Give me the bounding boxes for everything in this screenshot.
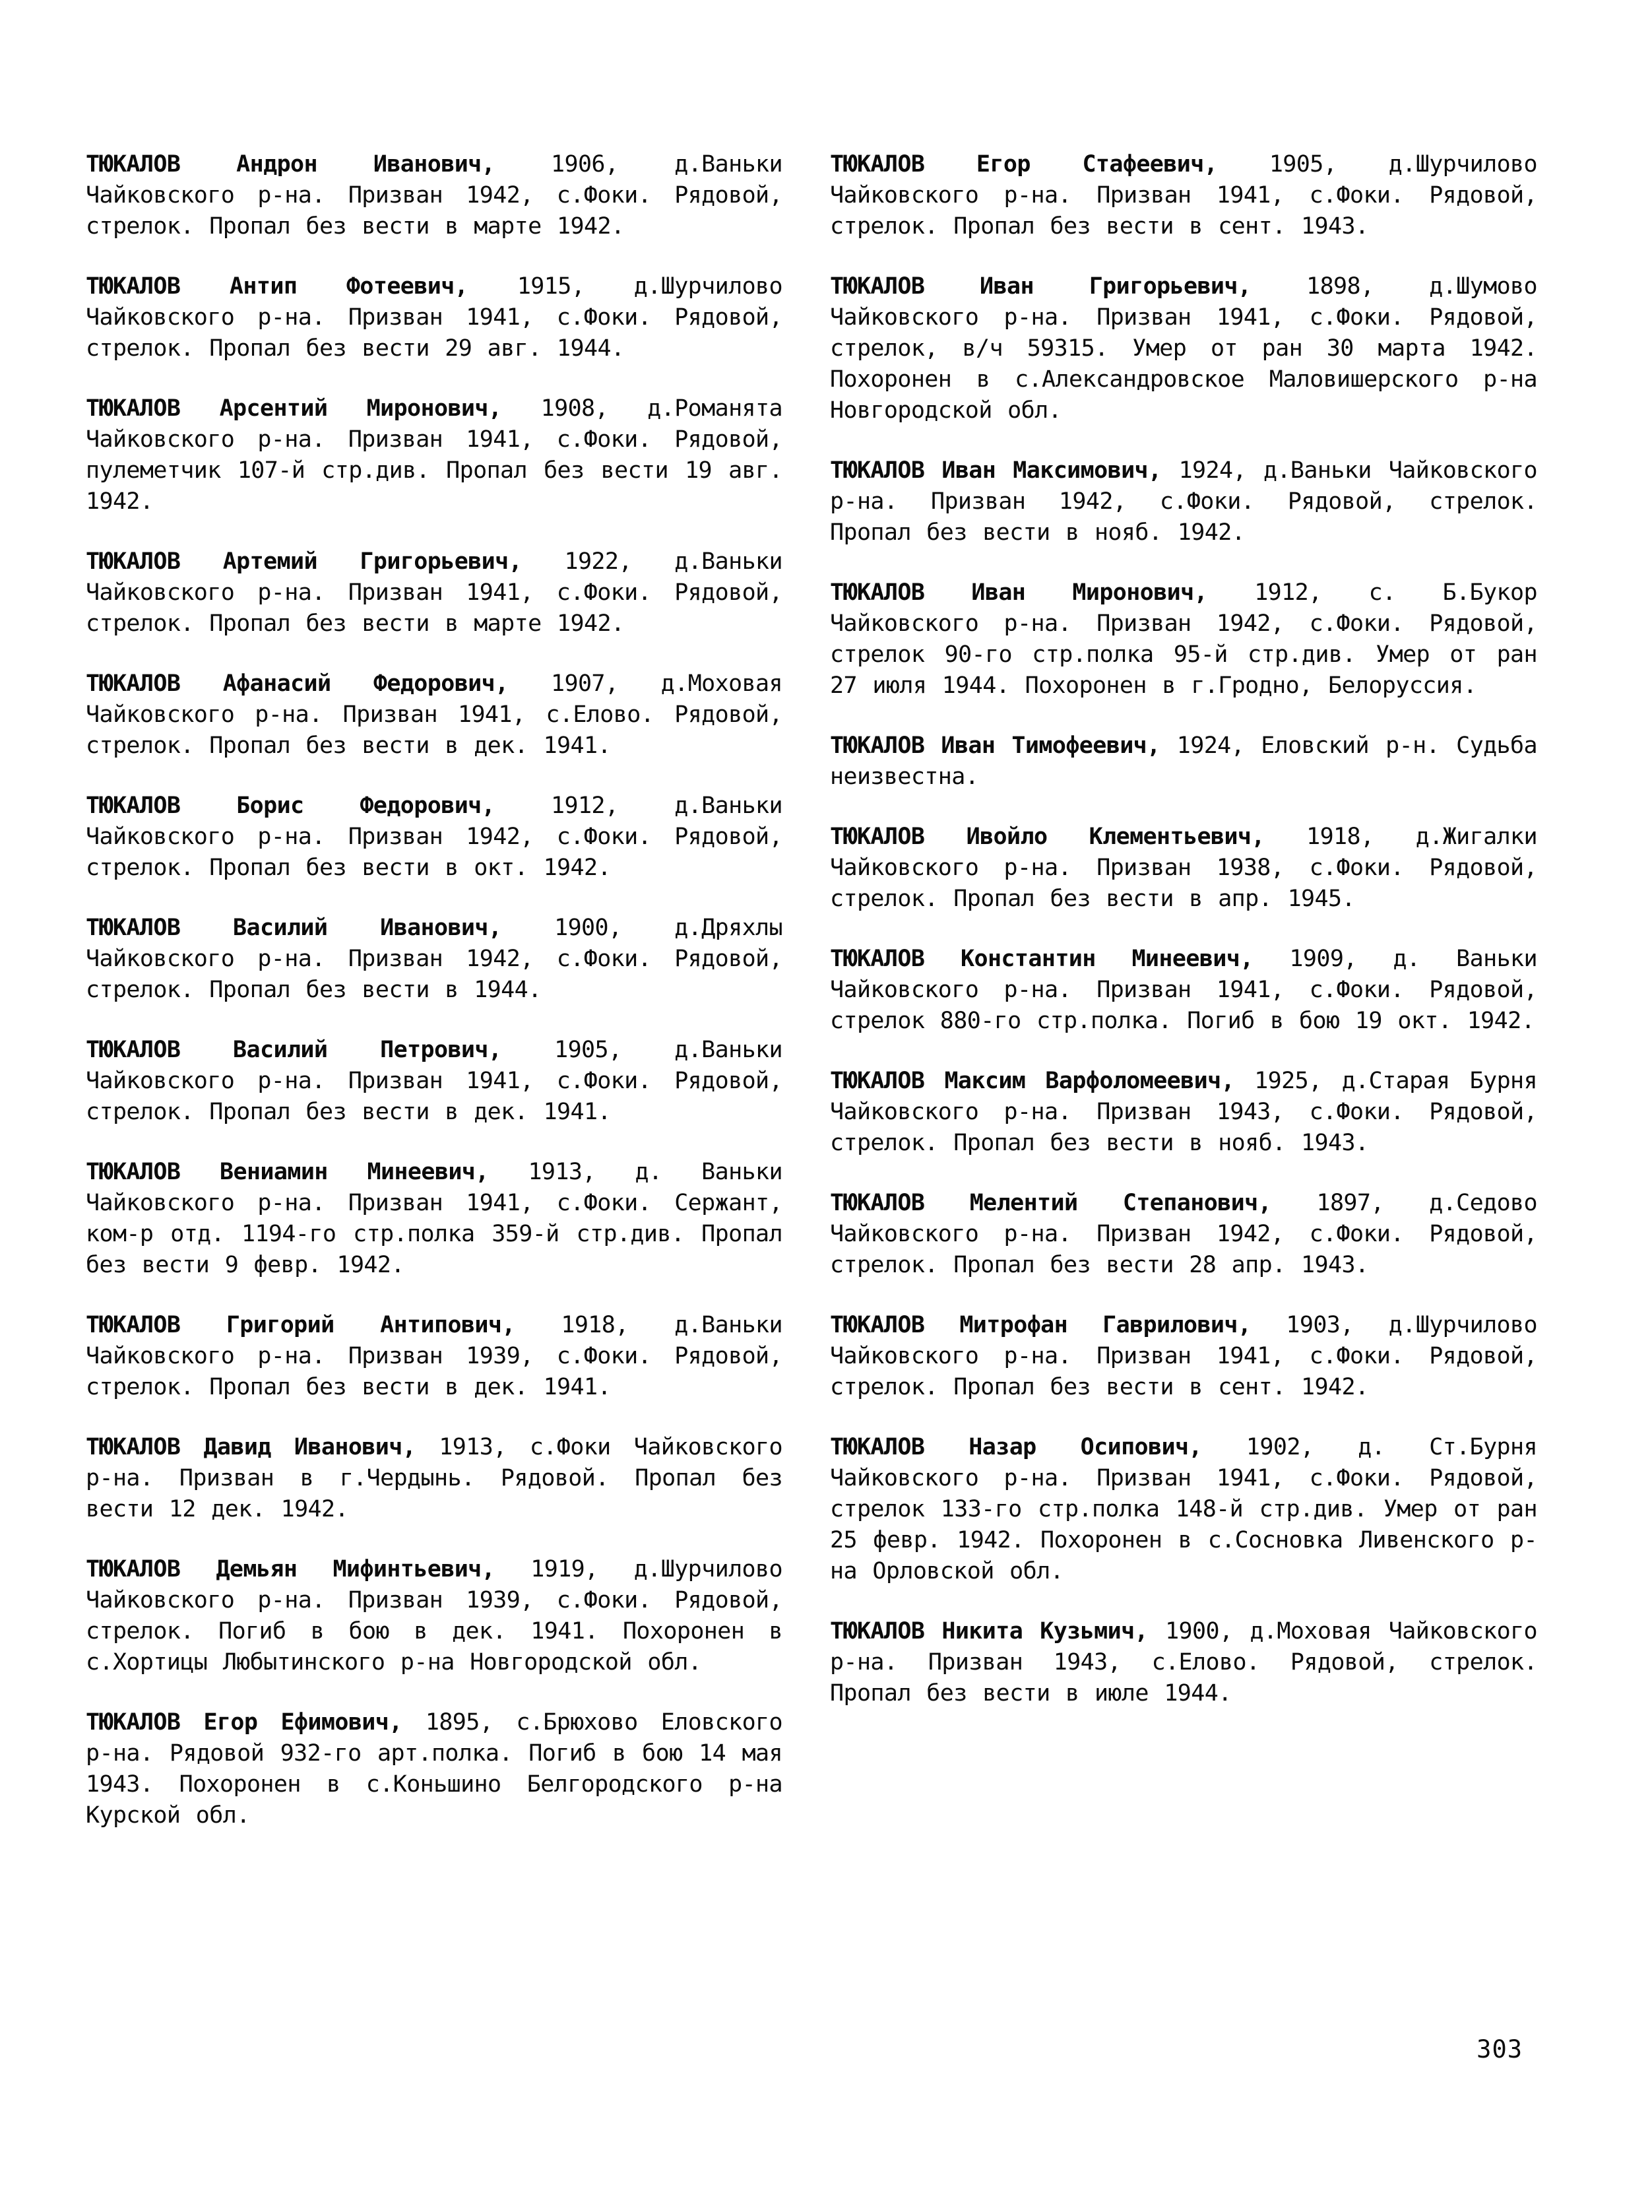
memorial-entry	[830, 1188, 1537, 1281]
entry-details: 1909, д. Ваньки Чайковского р-на. Призван 1941, с.Фоки. Рядовой, стрелок 880-го стр.полка. Погиб в бою 19 окт. 1942.	[830, 946, 1537, 1034]
memorial-entry	[86, 546, 782, 639]
memorial-entry	[830, 822, 1537, 915]
memorial-entry	[830, 731, 1537, 793]
text-columns	[86, 149, 1537, 1860]
entry-details: 1922, д.Ваньки Чайковского р-на. Призван 1941, с.Фоки. Рядовой, стрелок. Пропал без вести в марте 1942.	[86, 548, 782, 637]
entry-details: 1900, д.Моховая Чайковского р-на. Призван 1943, с.Елово. Рядовой, стрелок. Пропал без вести в июле 1944.	[830, 1618, 1537, 1707]
entry-details: 1900, д.Дряхлы Чайковского р-на. Призван 1942, с.Фоки. Рядовой, стрелок. Пропал без вести в 1944.	[86, 915, 782, 1003]
memorial-entry	[86, 1432, 782, 1525]
entry-person-name: ТЮКАЛОВ Егор Ефимович,	[86, 1709, 402, 1736]
entry-person-name: ТЮКАЛОВ Иван Тимофеевич,	[830, 732, 1160, 759]
entry-person-name: ТЮКАЛОВ Иван Миронович,	[830, 579, 1208, 606]
entry-details: 1907, д.Моховая Чайковского р-на. Призван 1941, с.Елово. Рядовой, стрелок. Пропал без вести в дек. 1941.	[86, 670, 782, 759]
entry-details: 1898, д.Шумово Чайковского р-на. Призван 1941, с.Фоки. Рядовой, стрелок, в/ч 59315. Умер от ран 30 марта 1942. Похоронен в с.Александровское Маловишерского р-на Новгородской обл.	[830, 273, 1537, 424]
entry-details: 1913, д. Ваньки Чайковского р-на. Призван 1941, с.Фоки. Сержант, ком-р отд. 1194-го стр.полка 359-й стр.див. Пропал без вести 9 февр. 1942.	[86, 1159, 782, 1278]
entry-details: 1924, д.Ваньки Чайковского р-на. Призван 1942, с.Фоки. Рядовой, стрелок. Пропал без вести в нояб. 1942.	[830, 457, 1537, 546]
memorial-entry	[86, 1554, 782, 1678]
memorial-entry	[86, 668, 782, 762]
entry-person-name: ТЮКАЛОВ Мелентий Степанович,	[830, 1190, 1272, 1216]
entry-person-name: ТЮКАЛОВ Антип Фотеевич,	[86, 273, 468, 300]
entry-person-name: ТЮКАЛОВ Григорий Антипович,	[86, 1312, 515, 1338]
entry-details: 1895, с.Брюхово Еловского р-на. Рядовой 932-го арт.полка. Погиб в бою 14 мая 1943. Похоронен в с.Коньшино Белгородского р-на Курской обл.	[86, 1709, 782, 1829]
memorial-entry	[830, 271, 1537, 426]
entry-person-name: ТЮКАЛОВ Арсентий Миронович,	[86, 395, 502, 422]
entry-details: 1919, д.Шурчилово Чайковского р-на. Призван 1939, с.Фоки. Рядовой, стрелок. Погиб в бою в дек. 1941. Похоронен в с.Хортицы Любытинского р-на Новгородской обл.	[86, 1556, 782, 1675]
entry-details: 1915, д.Шурчилово Чайковского р-на. Призван 1941, с.Фоки. Рядовой, стрелок. Пропал без вести 29 авг. 1944.	[86, 273, 782, 362]
entry-details: 1918, д.Ваньки Чайковского р-на. Призван 1939, с.Фоки. Рядовой, стрелок. Пропал без вести в дек. 1941.	[86, 1312, 782, 1400]
entry-details: 1905, д.Ваньки Чайковского р-на. Призван 1941, с.Фоки. Рядовой, стрелок. Пропал без вести в дек. 1941.	[86, 1037, 782, 1125]
entry-details: 1912, д.Ваньки Чайковского р-на. Призван 1942, с.Фоки. Рядовой, стрелок. Пропал без вести в окт. 1942.	[86, 793, 782, 881]
entry-details: 1903, д.Шурчилово Чайковского р-на. Призван 1941, с.Фоки. Рядовой, стрелок. Пропал без вести в сент. 1942.	[830, 1312, 1537, 1400]
entry-person-name: ТЮКАЛОВ Андрон Иванович,	[86, 151, 495, 178]
entry-person-name: ТЮКАЛОВ Никита Кузьмич,	[830, 1618, 1149, 1644]
entry-details: 1918, д.Жигалки Чайковского р-на. Призван 1938, с.Фоки. Рядовой, стрелок. Пропал без вести в апр. 1945.	[830, 824, 1537, 912]
entry-person-name: ТЮКАЛОВ Артемий Григорьевич,	[86, 548, 523, 575]
memorial-entry	[86, 149, 782, 242]
memorial-entry	[830, 149, 1537, 242]
entry-details: 1906, д.Ваньки Чайковского р-на. Призван 1942, с.Фоки. Рядовой, стрелок. Пропал без вести в марте 1942.	[86, 151, 782, 240]
entry-person-name: ТЮКАЛОВ Максим Варфоломеевич,	[830, 1068, 1235, 1094]
entry-details: 1902, д. Ст.Бурня Чайковского р-на. Призван 1941, с.Фоки. Рядовой, стрелок 133-го стр.полка 148-й стр.див. Умер от ран 25 февр. 1942. Похоронен в с.Сосновка Ливенского р-на Орловской обл.	[830, 1434, 1537, 1584]
memorial-entry	[830, 1432, 1537, 1587]
memorial-entry	[86, 393, 782, 517]
memorial-entry	[86, 1310, 782, 1403]
page-number: 303	[1477, 2035, 1523, 2064]
entry-person-name: ТЮКАЛОВ Назар Осипович,	[830, 1434, 1202, 1460]
entry-details: 1925, д.Старая Бурня Чайковского р-на. Призван 1943, с.Фоки. Рядовой, стрелок. Пропал без вести в нояб. 1943.	[830, 1068, 1537, 1156]
entry-details: 1897, д.Седово Чайковского р-на. Призван 1942, с.Фоки. Рядовой, стрелок. Пропал без вести 28 апр. 1943.	[830, 1190, 1537, 1278]
memorial-entry	[86, 1707, 782, 1831]
entry-person-name: ТЮКАЛОВ Афанасий Федорович,	[86, 670, 509, 697]
entry-person-name: ТЮКАЛОВ Иван Григорьевич,	[830, 273, 1252, 300]
entry-details: 1908, д.Романята Чайковского р-на. Призван 1941, с.Фоки. Рядовой, пулеметчик 107-й стр.див. Пропал без вести 19 авг. 1942.	[86, 395, 782, 515]
memorial-entry	[86, 1157, 782, 1281]
memorial-entry	[830, 1616, 1537, 1709]
memorial-entry	[830, 944, 1537, 1037]
entry-person-name: ТЮКАЛОВ Ивойло Клементьевич,	[830, 824, 1265, 850]
entry-person-name: ТЮКАЛОВ Иван Максимович,	[830, 457, 1162, 484]
entry-person-name: ТЮКАЛОВ Василий Петрович,	[86, 1037, 502, 1063]
entry-details: 1905, д.Шурчилово Чайковского р-на. Призван 1941, с.Фоки. Рядовой, стрелок. Пропал без вести в сент. 1943.	[830, 151, 1537, 240]
entry-person-name: ТЮКАЛОВ Демьян Мифинтьевич,	[86, 1556, 495, 1582]
memorial-entry	[830, 1310, 1537, 1403]
entry-details: 1924, Еловский р-н. Судьба неизвестна.	[830, 732, 1537, 790]
memorial-entry	[86, 271, 782, 364]
entry-person-name: ТЮКАЛОВ Борис Федорович,	[86, 793, 495, 819]
memorial-entry	[830, 455, 1537, 548]
entry-person-name: ТЮКАЛОВ Митрофан Гаврилович,	[830, 1312, 1252, 1338]
memorial-entry	[86, 791, 782, 884]
memorial-entry	[86, 913, 782, 1006]
entry-person-name: ТЮКАЛОВ Василий Иванович,	[86, 915, 502, 941]
memorial-entry	[830, 1066, 1537, 1159]
entry-person-name: ТЮКАЛОВ Егор Стафеевич,	[830, 151, 1218, 178]
entry-details: 1912, с. Б.Букор Чайковского р-на. Призван 1942, с.Фоки. Рядовой, стрелок 90-го стр.полка 95-й стр.див. Умер от ран 27 июля 1944. Похоронен в г.Гродно, Белоруссия.	[830, 579, 1537, 699]
entry-details: 1913, с.Фоки Чайковского р-на. Призван в г.Чердынь. Рядовой. Пропал без вести 12 дек. 1942.	[86, 1434, 782, 1522]
memorial-entry	[830, 577, 1537, 701]
column-right	[830, 149, 1537, 1860]
column-left	[86, 149, 782, 1860]
entry-person-name: ТЮКАЛОВ Константин Минеевич,	[830, 946, 1254, 972]
entry-person-name: ТЮКАЛОВ Вениамин Минеевич,	[86, 1159, 489, 1185]
memorial-entry	[86, 1035, 782, 1128]
entry-person-name: ТЮКАЛОВ Давид Иванович,	[86, 1434, 416, 1460]
